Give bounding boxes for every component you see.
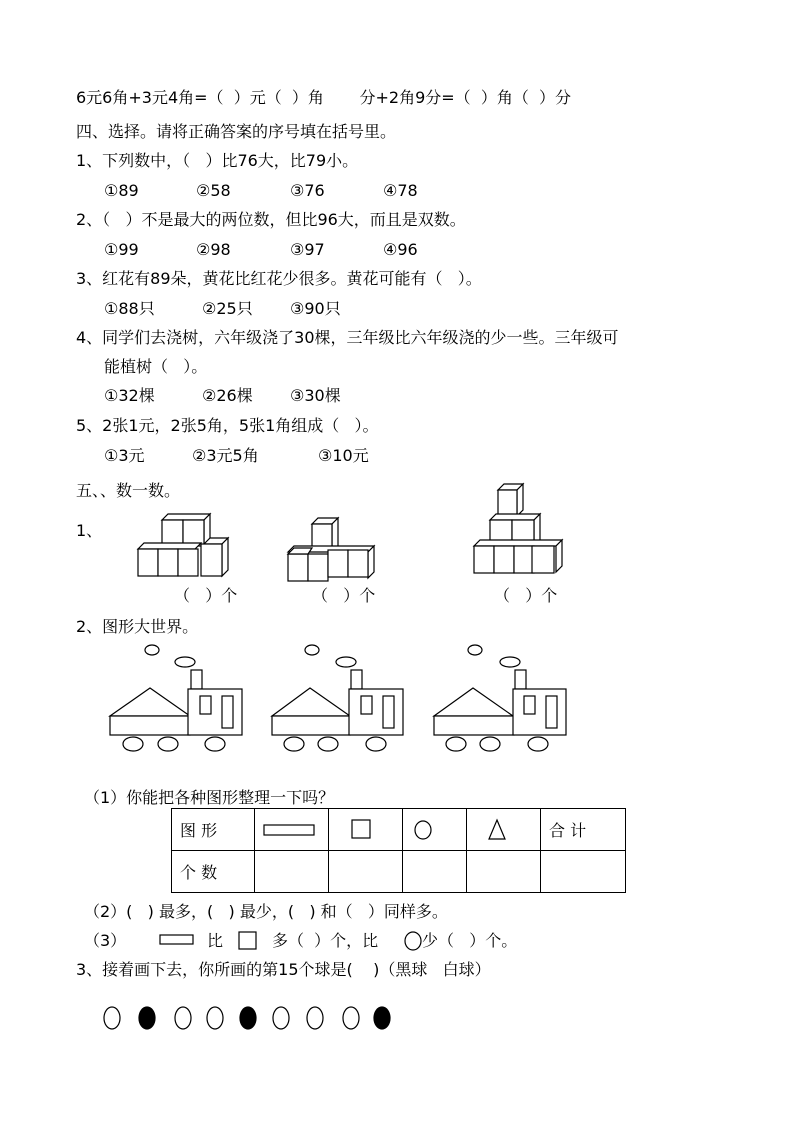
sub-question-3-label: （3） [84,931,127,950]
money-equation-line: 6元6角+3元4角=（ ）元（ ）角 分+2角9分=（ ）角（ ）分 [76,88,571,107]
table-cell-blank[interactable] [541,851,626,893]
q4-option-2: ②26棵 [202,386,253,405]
circle-icon [415,821,431,839]
q1-option-4: ④78 [383,181,418,200]
q2-option-4: ④96 [383,240,418,259]
question-2: 2、（ ）不是最大的两位数，但比96大，而且是双数。 [76,210,466,229]
ball-pattern [100,1004,400,1034]
train-1-drawing [110,645,242,751]
shape-count-table [171,808,626,893]
question-balls: 3、接着画下去，你所画的第15个球是( )（黑球 白球） [76,960,491,979]
question-5: 5、2张1元，2张5角，5张1角组成（ ）。 [76,416,379,435]
q2-option-2: ②98 [196,240,231,259]
rectangle-icon [264,825,314,835]
q5-option-1: ①3元 [104,446,145,465]
sub-question-3-bi: 比 [207,931,224,950]
train-3-drawing [434,645,566,751]
sub-question-2: （2）( ) 最多，( ) 最少，( ) 和（ ）同样多。 [84,902,448,921]
train-3 [432,640,572,755]
count-answer-1: （ ）个 [174,586,238,605]
q3-option-1: ①88只 [104,299,155,318]
table-row [172,851,626,893]
square-icon [352,820,370,838]
q4-option-3: ③30棵 [290,386,341,405]
black-ball [374,1007,390,1029]
q3-option-3: ③90只 [290,299,341,318]
q1-option-1: ①89 [104,181,139,200]
q5-option-3: ③10元 [318,446,369,465]
cube-stack-3-drawing [474,484,562,573]
table-cell-blank[interactable] [403,851,467,893]
q1-option-2: ②58 [196,181,231,200]
white-ball [104,1007,120,1029]
table-cell-blank[interactable] [329,851,403,893]
q2-option-3: ③97 [290,240,325,259]
count-answer-2: （ ）个 [312,586,376,605]
q4-option-1: ①32棵 [104,386,155,405]
q1-option-3: ③76 [290,181,325,200]
shapes-title: 2、图形大世界。 [76,617,199,636]
table-row [172,809,626,851]
cube-stack-2 [284,516,384,586]
table-total-label: 合 计 [541,809,626,851]
sub-question-1: （1）你能把各种图形整理一下吗？ [84,788,335,807]
rectangle-shape-cell [255,809,329,851]
white-ball [207,1007,223,1029]
train-2 [270,640,410,755]
q2-option-1: ①99 [104,240,139,259]
section4-title: 四、选择。请将正确答案的序号填在括号里。 [76,122,397,141]
train-1 [108,640,248,755]
cube-stack-2-drawing [288,518,374,581]
table-cell-blank[interactable] [255,851,329,893]
triangle-icon [489,820,505,839]
section5-title: 五、、数一数。 [76,481,181,500]
rectangle-icon [159,934,195,946]
q3-option-2: ②25只 [202,299,253,318]
table-cell-blank[interactable] [467,851,541,893]
question-3: 3、红花有89朵，黄花比红花少很多。黄花可能有（ ）。 [76,269,482,288]
question-1: 1、下列数中，（ ）比76大，比79小。 [76,151,359,170]
sub-question-3-end: 少（ ）个。 [422,931,518,950]
table-header-label: 图 形 [172,809,255,851]
white-ball [175,1007,191,1029]
q5-option-2: ②3元5角 [192,446,259,465]
count-label: 1、 [76,521,103,540]
white-ball [343,1007,359,1029]
cube-stack-3 [470,482,570,582]
circle-shape-cell [403,809,467,851]
question-4-line1: 4、同学们去浇树，六年级浇了30棵，三年级比六年级浇的少一些。三年级可 [76,328,619,347]
cube-stack-1-drawing [138,514,228,576]
square-shape-cell [329,809,403,851]
triangle-shape-cell [467,809,541,851]
black-ball [139,1007,155,1029]
square-icon [238,931,260,953]
cube-stack-1 [134,512,234,582]
question-4-line2: 能植树（ ）。 [104,357,208,376]
train-2-drawing [272,645,403,751]
white-ball [307,1007,323,1029]
table-count-label: 个 数 [172,851,255,893]
black-ball [240,1007,256,1029]
sub-question-3-middle: 多（ ）个，比 [272,931,379,950]
white-ball [273,1007,289,1029]
count-answer-3: （ ）个 [494,586,558,605]
